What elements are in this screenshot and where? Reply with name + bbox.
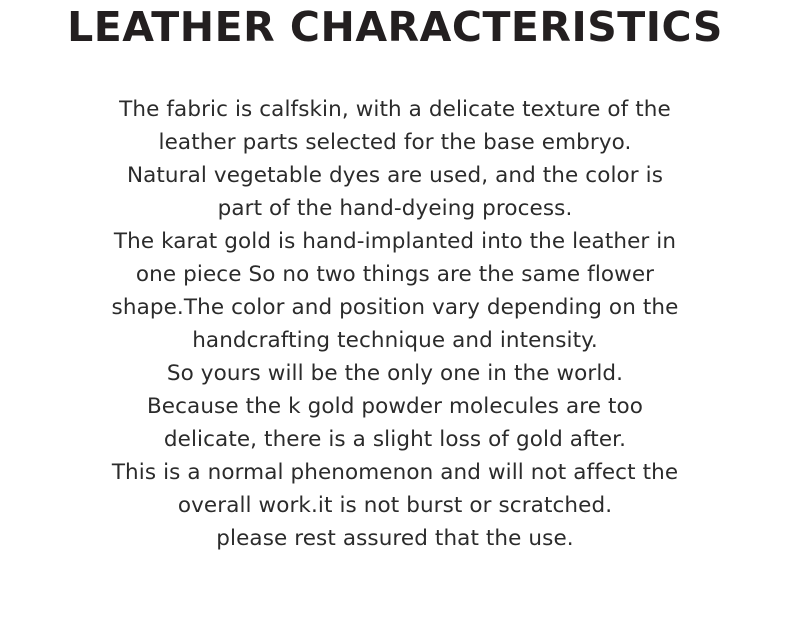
body-line: please rest assured that the use.: [216, 526, 574, 552]
body-line: overall work.it is not burst or scratched.: [177, 493, 613, 519]
body-line: So yours will be the only one in the world.: [166, 361, 624, 387]
body-line: part of the hand-dyeing process.: [217, 196, 573, 222]
body-line: one piece So no two things are the same flower: [135, 262, 655, 288]
body-line: Natural vegetable dyes are used, and the color is: [126, 163, 664, 189]
body-line: The fabric is calfskin, with a delicate texture of the: [119, 97, 671, 123]
body-text-block: [85, 93, 705, 555]
body-line: The karat gold is hand-implanted into the leather in: [113, 229, 677, 255]
body-line: Because the k gold powder molecules are too: [146, 394, 644, 420]
page-title: LEATHER CHARACTERISTICS: [67, 3, 723, 51]
body-line: leather parts selected for the base embryo.: [158, 130, 632, 156]
body-line: handcrafting technique and intensity.: [192, 328, 598, 354]
body-line: delicate, there is a slight loss of gold after.: [163, 427, 627, 453]
body-line: shape.The color and position vary depending on the: [111, 295, 679, 321]
body-line: This is a normal phenomenon and will not affect the: [111, 460, 679, 486]
